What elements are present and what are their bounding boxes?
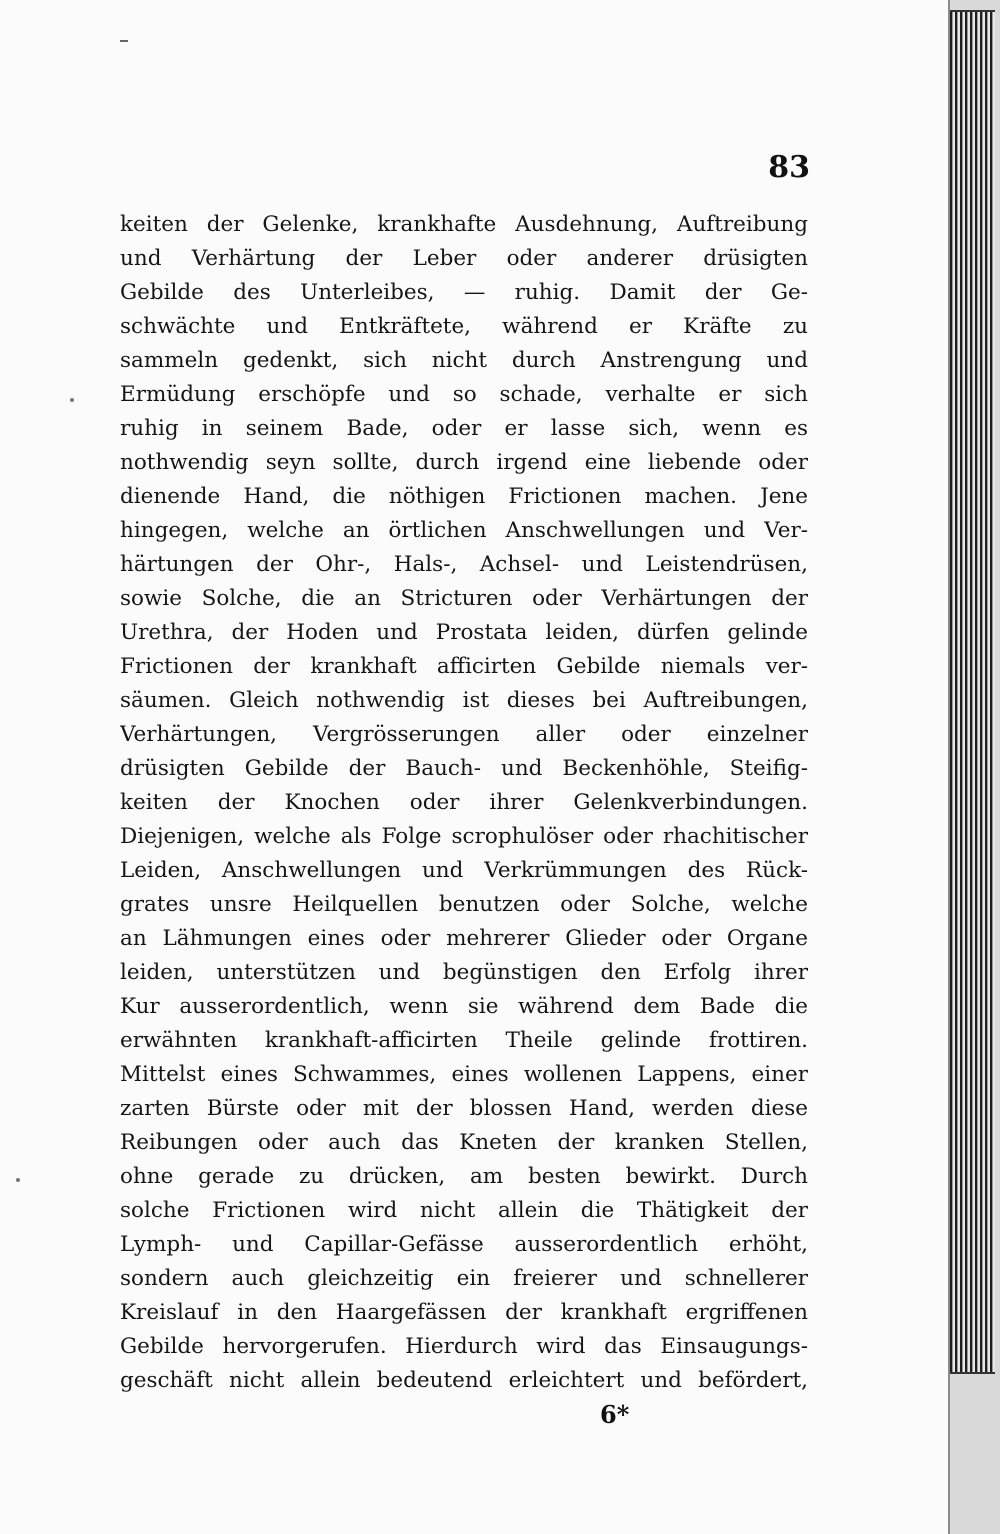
text-line: zarten Bürste oder mit der blossen Hand, werden diese [120,1096,808,1121]
text-line: ruhig in seinem Bade, oder er lasse sich, wenn es [120,416,808,441]
text-line: schwächte und Entkräftete, während er Kräfte zu [120,314,808,339]
text-line: geschäft nicht allein bedeutend erleichtert und befördert, [120,1368,808,1393]
text-line: keiten der Gelenke, krankhafte Ausdehnung, Auftreibung [120,212,808,237]
text-line: härtungen der Ohr-, Hals-, Achsel- und Leistendrüsen, [120,552,808,577]
text-line: Lymph- und Capillar-Gefässe ausserordentlich erhöht, [120,1232,808,1257]
text-line: Kreislauf in den Haargefässen der krankhaft ergriffenen [120,1300,808,1325]
text-line: Leiden, Anschwellungen und Verkrümmungen des Rück- [120,858,808,883]
text-line: Gebilde des Unterleibes, — ruhig. Damit der Ge- [120,280,808,305]
text-line: leiden, unterstützen und begünstigen den Erfolg ihrer [120,960,808,985]
text-line: Urethra, der Hoden und Prostata leiden, dürfen gelinde [120,620,808,645]
text-line: sowie Solche, die an Stricturen oder Verhärtungen der [120,586,808,611]
text-line: dienende Hand, die nöthigen Frictionen machen. Jene [120,484,808,509]
text-line: sammeln gedenkt, sich nicht durch Anstrengung und [120,348,808,373]
text-line: sondern auch gleichzeitig ein freierer und schnellerer [120,1266,808,1291]
text-line: grates unsre Heilquellen benutzen oder Solche, welche [120,892,808,917]
text-line: Reibungen oder auch das Kneten der kranken Stellen, [120,1130,808,1155]
text-line: erwähnten krankhaft-afficirten Theile gelinde frottiren. [120,1028,808,1053]
margin-dot [16,1178,20,1182]
text-line: Diejenigen, welche als Folge scrophulöser oder rhachitischer [120,824,808,849]
page-edges [950,10,995,1374]
body-text [120,208,808,1398]
text-line: Mittelst eines Schwammes, eines wollenen Lappens, einer [120,1062,808,1087]
text-line: nothwendig seyn sollte, durch irgend eine liebende oder [120,450,808,475]
signature-mark: 6* [600,1400,630,1429]
page-number: 83 [768,150,810,185]
text-line: keiten der Knochen oder ihrer Gelenkverbindungen. [120,790,808,815]
text-line: Verhärtungen, Vergrösserungen aller oder einzelner [120,722,808,747]
text-line: und Verhärtung der Leber oder anderer drüsigten [120,246,808,271]
text-line: drüsigten Gebilde der Bauch- und Beckenhöhle, Steifig- [120,756,808,781]
margin-mark [120,40,128,42]
text-line: solche Frictionen wird nicht allein die Thätigkeit der [120,1198,808,1223]
text-line: Kur ausserordentlich, wenn sie während dem Bade die [120,994,808,1019]
text-line: Frictionen der krankhaft afficirten Gebilde niemals ver- [120,654,808,679]
text-line: ohne gerade zu drücken, am besten bewirkt. Durch [120,1164,808,1189]
text-line: hingegen, welche an örtlichen Anschwellungen und Ver- [120,518,808,543]
text-line: Gebilde hervorgerufen. Hierdurch wird das Einsaugungs- [120,1334,808,1359]
text-line: säumen. Gleich nothwendig ist dieses bei Auftreibungen, [120,688,808,713]
text-line: an Lähmungen eines oder mehrerer Glieder oder Organe [120,926,808,951]
text-line: Ermüdung erschöpfe und so schade, verhalte er sich [120,382,808,407]
margin-dot [70,398,74,402]
